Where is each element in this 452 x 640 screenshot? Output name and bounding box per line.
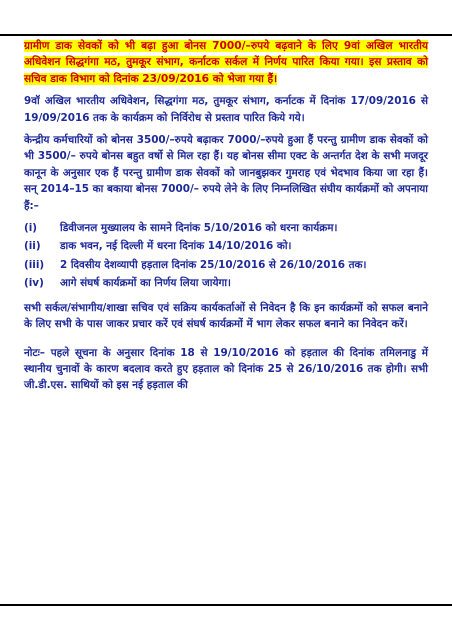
highlighted-paragraph [24,38,428,87]
list-item-number: (iii) [24,258,45,271]
list-item-text: डिवीजनल मुख्यालय के सामने दिनांक 5/10/2016 को धरना कार्यक्रम। [60,222,338,235]
list-item-text: डाक भवन, नई दिल्ली में धरना दिनांक 14/10/2016 को। [60,240,292,253]
note-paragraph: नोटः– पहले सूचना के अनुसार दिनांक 18 से 19/10/2016 को हड़ताल की दिनांक तमिलनाडु में स्थानीय चुनावों के कारण बदलाव करते हुए हड़ताल को दिनांक 25 से 26/10/2016 तक होगी। सभी जी.डी.एस. साथियों को इस नई हड़ताल की [24,346,428,392]
list-item-number: (iv) [24,277,44,290]
program-list [24,220,428,292]
list-item-text: 2 दिवसीय देशव्यापी हड़ताल दिनांक 25/10/2016 से 26/10/2016 तक। [60,258,367,271]
convention-paragraph: 9वॉ अखिल भारतीय अधिवेशन, सिद्धगंगा मठ, तुमकूर संभाग, कर्नाटक में दिनांक 17/09/2016 से 19/09/2016 तक के कार्यक्रम को निर्विरोध से प्रस्ताव पारित किये गये। [24,95,428,124]
bottom-border-line [0,604,452,606]
document-body [24,38,428,394]
list-item [24,238,428,254]
list-item-text: आगे संघर्ष कार्यक्रमों का निर्णय लिया जायेगा। [60,277,231,290]
list-item [24,257,428,273]
list-item-number: (ii) [24,240,41,253]
list-item-number: (i) [24,222,38,235]
highlighted-text: ग्रामीण डाक सेवकों को भी बढ़ा हुआ बोनस 7000/–रुपये बढ़वाने के लिए 9वां अखिल भारतीय अधिवेशन सिद्धगंगा मठ, तुमकूर संभाग, कर्नाटक सर्कल में निर्णय पारित किया गया। इस प्रस्ताव को सचिव डाक विभाग को दिनांक 23/09/2016 को भेजा गया हैं। [24,40,428,85]
list-item [24,220,428,236]
list-item [24,275,428,291]
bonus-paragraph: केन्द्रीय कर्मचारियों को बोनस 3500/–रुपये बढ़ाकर 7000/–रुपये हुआ हैं परन्तु ग्रामीण डाक सेवकों को भी 3500/– रुपये बोनस बहुत वर्षो से मिल रहा हैं। यह बोनस सीमा एक्ट के अन्तर्गत देश के सभी मजदूर कानून के अनुसार एक हैं परन्तु ग्रामीण डाक सेवकों को जानबुझकर गुमराह एवं भेदभाव किया जा रहा हैं। सन् 2014–15 का बकाया बोनस 7000/– रुपये लेने के लिए निम्नलिखित संघीय कार्यक्रमों को अपनाया हैं:– [24,134,428,212]
appeal-paragraph: सभी सर्कल/संभागीय/शाखा सचिव एवं सक्रिय कार्यकर्ताओं से निवेदन है कि इन कार्यक्रमों को सफल बनाने के लिए सभी के पास जाकर प्रचार करें एवं संघर्ष कार्यक्रमों में भाग लेकर सफल बनाने का निवेदन करें। [24,301,428,331]
top-border-line [0,34,452,36]
